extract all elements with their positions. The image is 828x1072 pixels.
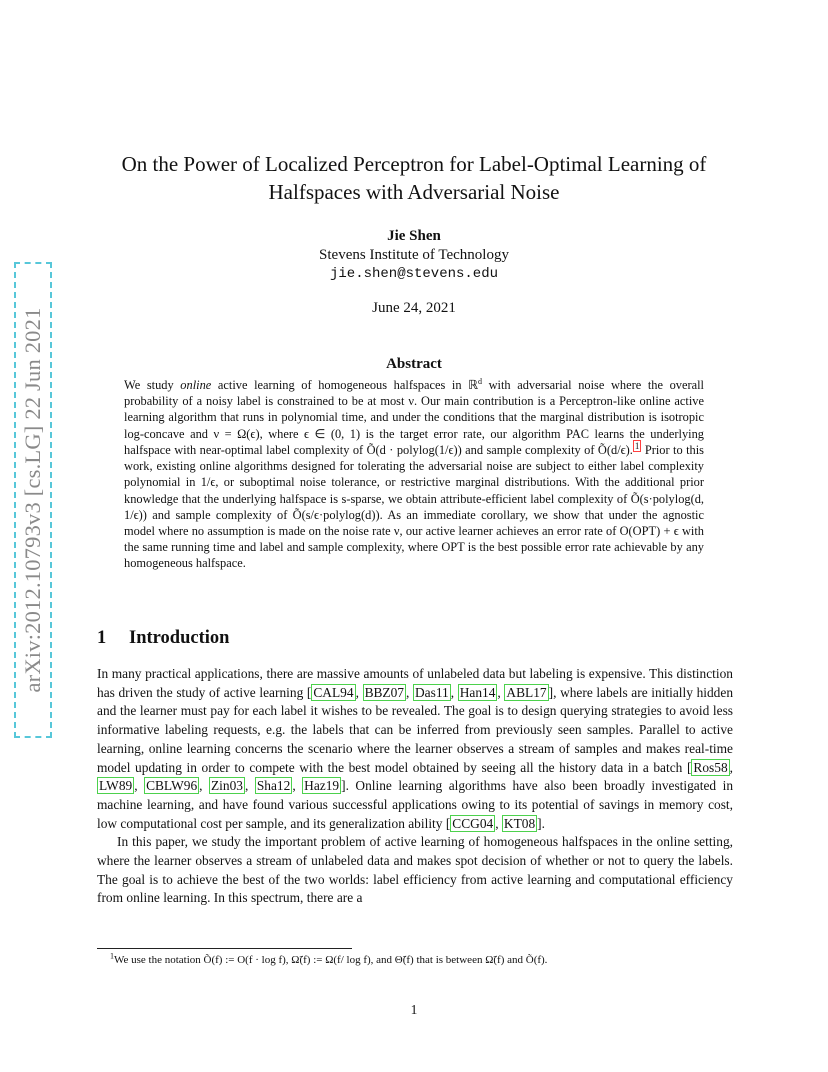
introduction-body [97, 665, 733, 908]
footnote-mark: 1 [110, 951, 114, 961]
citation-link[interactable]: Zin03 [210, 778, 243, 794]
author-affiliation: Stevens Institute of Technology [319, 247, 509, 263]
citation-link[interactable]: BBZ07 [364, 684, 404, 700]
citation-link[interactable]: Sha12 [256, 778, 291, 794]
section-heading-introduction [97, 628, 717, 649]
citation-link[interactable]: Han14 [459, 684, 496, 700]
citation-link[interactable]: Haz19 [304, 778, 340, 794]
intro-paragraph-2: In this paper, we study the important problem of active learning of homogeneous halfspaces in the online setting, where the learner observes a stream of unlabeled data and makes spot decision of whether or not to query the labels. The goal is to achieve the best of the two worlds: label efficiency from active learning and computational efficiency from online learning. In this spectrum, there are a [97, 834, 733, 906]
citation-link[interactable]: CBLW96 [146, 778, 198, 794]
paper-date: June 24, 2021 [372, 300, 456, 316]
abstract-text: We study [124, 378, 181, 392]
page-number: 1 [410, 1002, 418, 1017]
arxiv-stamp[interactable] [14, 262, 52, 738]
intro-paragraph-1: In many practical applications, there are massive amounts of unlabeled data but labeling is expensive. This distinction has driven the study of active learning [ CAL94 , BBZ07 , Das11 , Han14 , ABL17 ], where labels are initially hidden and the learner must pay for each label it wishes to be revealed. The goal is to design querying strategies to avoid less informative labeling requests, e.g. the labels that can be inferred from previously seen samples. Parallel to active learning, online learning concerns the scenario where the learner observes a stream of samples and makes real-time model updating in order to compete with the best model obtained by seeing all the history data in a batch [ Ros58 , LW89 , CBLW96 , Zin03 , Sha12 , Haz19 ]. Online learning algorithms have also been broadly investigated in machine learning, and have found various successful applications owing to its potential of savings in memory cost, low computational cost per sample, and its generalization ability [ CCG04 , KT08 ]. [97, 666, 734, 831]
footnote-divider [97, 948, 352, 949]
section-title: Introduction [129, 628, 230, 648]
abstract-text: Prior to this work, existing online algorithms designed for tolerating the adversarial noise are subject to either label complexity polynomial in 1/ϵ, or suboptimal noise tolerance, or restrictive marginal distributions. With the additional prior knowledge that the underlying halfspace is s-sparse, we obtain attribute-efficient label complexity of Õ(s·polylog(d, 1/ϵ)) and sample complexity of Õ(s/ϵ·polylog(d)). As an immediate corollary, we show that under the agnostic model where no assumption is made on the noise rate ν, our active learner achieves an error rate of O(OPT) + ϵ with the same running time and label and sample complexity, where OPT is the best possible error rate achievable by any homogeneous halfspace. [124, 442, 704, 571]
abstract-paragraph [124, 377, 704, 572]
abstract-heading: Abstract [386, 356, 442, 372]
citation-link[interactable]: CAL94 [313, 684, 354, 700]
arxiv-identifier[interactable]: arXiv:2012.10793v3 [cs.LG] 22 Jun 2021 [20, 307, 45, 693]
citation-link[interactable]: Ros58 [693, 759, 728, 775]
citation-link[interactable]: CCG04 [452, 815, 494, 831]
intro-text: . [541, 815, 545, 831]
paper-title: On the Power of Localized Perceptron for Label-Optimal Learning of Halfspaces with Adversarial Noise [121, 152, 707, 204]
intro-text: , where labels are initially hidden and the learner must pay for each label it wishes to be revealed. The goal is to design querying strategies to avoid less informative labeling requests, e.g. the labels that can be inferred from previously seen samples. Parallel to active learning, online learning concerns the scenario where the learner observes a stream of samples and makes real-time model updating in order to compete with the best model obtained by seeing all the history data in a batch [97, 684, 734, 775]
author-email[interactable]: jie.shen@stevens.edu [329, 266, 499, 282]
intro-text: In many practical applications, there are massive amounts of unlabeled data but labeling is expensive. This distinction has driven the study of active learning [97, 666, 733, 700]
citation-link[interactable]: LW89 [99, 778, 133, 794]
footnote [110, 953, 720, 967]
abstract-body [124, 377, 704, 572]
citation-link[interactable]: ABL17 [506, 684, 547, 700]
intro-text: . Online learning algorithms have also been broadly investigated in machine learning, and have found various successful applications owing to its potential of savings in memory cost, low computational cost per sample, and its generalization ability [97, 778, 734, 831]
abstract-superscript-d: d [477, 376, 482, 386]
abstract-online-word: online [180, 378, 212, 392]
citation-link[interactable]: Das11 [415, 684, 449, 700]
citation-link[interactable]: KT08 [503, 815, 536, 831]
abstract-text: active learning of homogeneous halfspaces in ℝ [211, 378, 478, 392]
abstract-text: with adversarial noise where the overall probability of a noisy label is constrained to be at most ν. Our main contribution is a Perceptron-like online active learning algorithm that runs in polynomial time, and under the conditions that the marginal distribution is isotropic log-concave and ν = Ω(ϵ), where ϵ ∈ (0, 1) is the target error rate, our algorithm PAC learns the underlying halfspace with near-optimal label complexity of Õ(d · polylog(1/ϵ)) and sample complexity of Õ(d/ϵ). [124, 378, 704, 457]
footnote-text: We use the notation Õ(f) := O(f · log f), Ω̃(f) := Ω(f/ log f), and Θ̃(f) that is between Ω̃(f) and Õ(f). [114, 954, 548, 966]
author-name: Jie Shen [387, 228, 441, 244]
section-number: 1 [97, 628, 107, 648]
footnote-link[interactable]: 1 [634, 440, 640, 451]
